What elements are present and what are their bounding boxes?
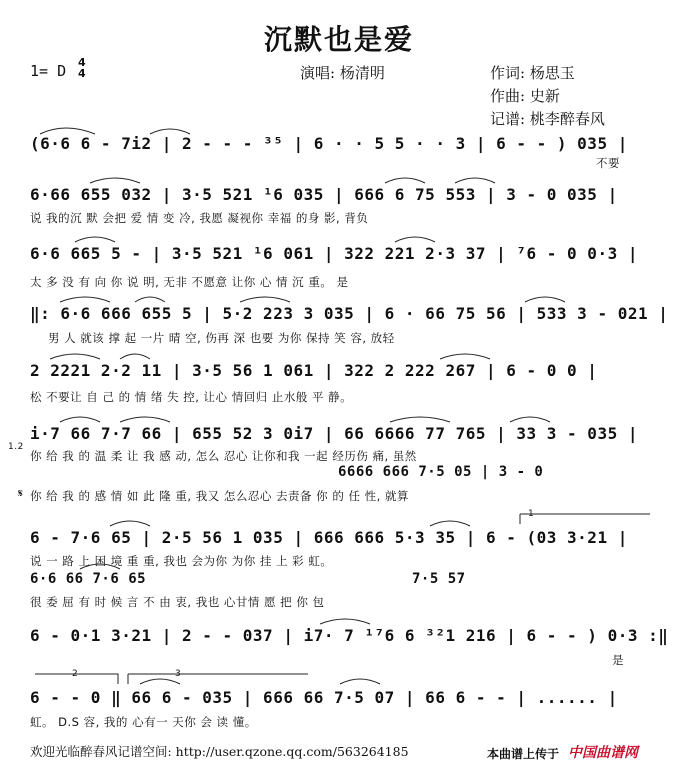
upload-note: 本曲谱上传于	[487, 747, 560, 761]
volta-label: 1	[528, 509, 535, 519]
score-lyrics-row: 不要	[596, 156, 620, 170]
score-notes-row: ‖: 6·6 666 655 5 | 5·2 223 3 035 | 6 · 66 75 56 | 533 3 - 021 |	[30, 304, 669, 323]
score-notes-row: 6 - 0·1 3·21 | 2 - - 037 | i7· 7 ¹⁷6 6 ³²1 216 | 6 - - ) 0·3 :‖	[30, 626, 669, 645]
transcriber-credit: 记谱: 桃李醉春风	[490, 110, 605, 128]
score-lyrics-row: 很 委 屈 有 时 候 言 不 由 衷, 我也 心甘情 愿 把 你 包	[30, 595, 325, 609]
volta-label: 3	[175, 669, 182, 679]
score-alt-notes: 7·5 57	[412, 571, 466, 587]
score-lyrics-row: 男 人 就该 撑 起 一片 晴 空, 伤再 深 也要 为你 保持 笑 容, 放轻	[48, 331, 395, 345]
score-notes-row: i·7 66 7·7 66 | 655 52 3 0i7 | 66 6666 77 765 | 33 3 - 035 |	[30, 424, 638, 443]
site-logo[interactable]: 中国曲谱网	[568, 745, 638, 761]
key-signature: 1= D	[30, 62, 67, 80]
score-lyrics-row: 太 多 没 有 向 你 说 明, 无非 不愿意 让你 心 情 沉 重。 是	[30, 275, 349, 289]
volta-label: 2	[72, 669, 79, 679]
score-lyrics-row: 你 给 我 的 感 情 如 此 隆 重, 我又 怎么忍心 去责备 你 的 任 性, 就算	[30, 489, 409, 503]
ending-marker: 1.2	[8, 442, 24, 452]
segno-marker: 𝄋	[18, 486, 24, 500]
score-lyrics-row: 松 不要让 自 己 的 情 绪 失 控, 让心 情回归 止水般 平 静。	[30, 390, 353, 404]
score-alt-notes: 6·6 66 7·6 65	[30, 571, 147, 587]
song-title: 沉默也是爱	[263, 23, 414, 56]
score-lyrics-row: 是	[612, 653, 624, 667]
score-notes-row: (6·6 6 - 7i2 | 2 - - - ³⁵ | 6 · · 5 5 · · 3 | 6 - - ) 035 |	[30, 134, 628, 153]
score-notes-row: 6·6 665 5 - | 3·5 521 ¹6 061 | 322 221 2·3 37 | ⁷6 - 0 0·3 |	[30, 244, 638, 263]
lyricist-credit: 作词: 杨思玉	[490, 64, 575, 82]
score-notes-row: 6 - - 0 ‖ 66 6 - 035 | 666 66 7·5 07 | 66 6 - - | ...... |	[30, 688, 618, 707]
singer-credit: 演唱: 杨清明	[300, 64, 385, 82]
score-lyrics-row: 说 我的沉 默 会把 爱 情 变 冷, 我愿 凝视你 幸福 的身 影, 背负	[30, 211, 369, 225]
score-lyrics-row: 说 一 路 上 困 境 重 重, 我也 会为你 为你 挂 上 彩 虹。	[30, 554, 333, 568]
composer-credit: 作曲: 史新	[490, 87, 560, 105]
score-lyrics-row: 你 给 我 的 温 柔 让 我 感 动, 怎么 忍心 让你和我 一起 经历伤 痛, 虽然	[30, 449, 417, 463]
score-notes-row: 6·66 655 032 | 3·5 521 ¹6 035 | 666 6 75 553 | 3 - 0 035 |	[30, 185, 618, 204]
score-notes-row: 2 2221 2·2 11 | 3·5 56 1 061 | 322 2 222 267 | 6 - 0 0 |	[30, 361, 598, 380]
score-alt-notes: 6666 666 7·5 05 | 3 - 0	[338, 464, 544, 480]
time-signature-top: 4	[78, 56, 86, 69]
score-lyrics-row: 虹。 D.S 容, 我的 心有一 天你 会 读 懂。	[30, 715, 257, 729]
footer-welcome: 欢迎光临醉春风记谱空间: http://user.qzone.qq.com/563264185	[30, 744, 409, 759]
score-notes-row: 6 - 7·6 65 | 2·5 56 1 035 | 666 666 5·3 35 | 6 - (03 3·21 |	[30, 528, 628, 547]
time-signature-bottom: 4	[78, 67, 86, 80]
